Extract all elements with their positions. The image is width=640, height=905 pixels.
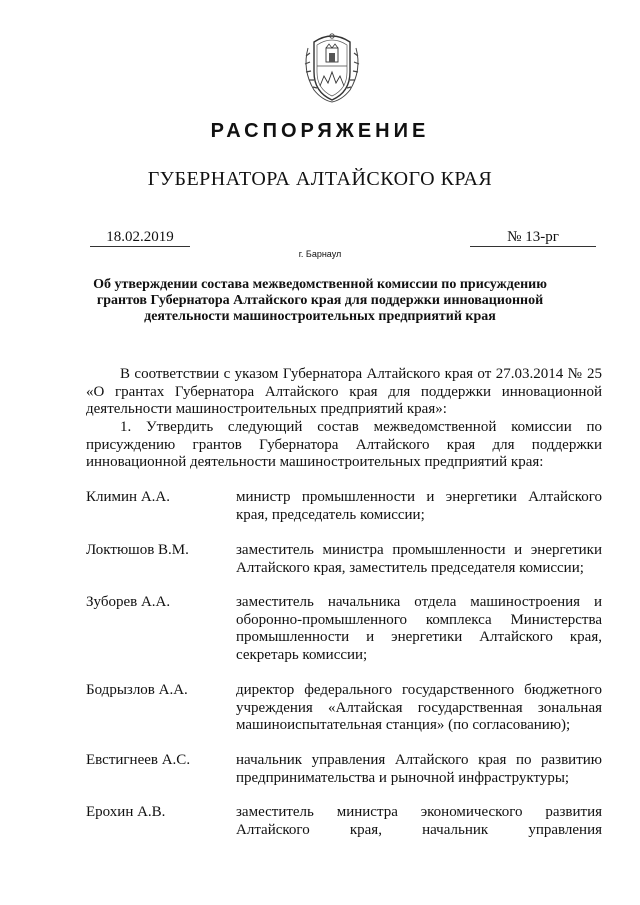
member-name: Локтюшов В.М. [86,542,189,558]
member-name: Бодрызлов А.А. [86,682,188,698]
subject-line: Об утверждении состава межведомственной комиссии по присуждению [93,277,547,292]
member-name: Зуборев А.А. [86,594,171,610]
body-paragraph-clause-1: 1. Утвердить следующий состав межведомственной комиссии по присуждению грантов Губернатора Алтайского края для поддержки инновационной деятельности машиностроительных предприятий края: [86,419,602,470]
member-role: заместитель начальника отдела машиностроения и оборонно-промышленного комплекса Министерства промышленности и энергетики Алтайского края, секретарь комиссии; [236,594,602,663]
body-paragraph-preamble: В соответствии с указом Губернатора Алтайского края от 27.03.2014 № 25 «О грантах Губернатора Алтайского края для поддержки инновационной деятельности машиностроительных предприятий края»: [86,366,602,417]
subject-line: деятельности машиностроительных предприятий края [144,309,496,324]
member-role-line: заместитель министра экономического развития [236,804,602,820]
member-role: директор федерального государственного бюджетного учреждения «Алтайская государственная зональная машиноиспытательная станция» (по согласованию); [236,682,602,733]
member-role: министр промышленности и энергетики Алтайского края, председатель комиссии; [236,489,602,523]
document-subject [80,277,560,325]
document-date: 18.02.2019 [90,228,190,247]
member-name: Ерохин А.В. [86,804,166,820]
issuer-title: ГУБЕРНАТОРА АЛТАЙСКОГО КРАЯ [147,168,493,190]
member-role: заместитель министра промышленности и энергетики Алтайского края, заместитель председателя комиссии; [236,542,602,576]
subject-line: грантов Губернатора Алтайского края для поддержки инновационной [96,293,544,308]
coat-of-arms-emblem [300,28,364,104]
member-role: начальник управления Алтайского края по развитию предпринимательства и рыночной инфраструктуры; [236,752,602,786]
document-type: РАСПОРЯЖЕНИЕ [210,120,430,142]
member-name: Евстигнеев А.С. [86,752,191,768]
member-role-line: Алтайского края, начальник управления [236,822,602,838]
document-city: г. Барнаул [298,249,342,259]
document-number: № 13-рг [470,228,596,247]
member-name: Климин А.А. [86,489,170,505]
